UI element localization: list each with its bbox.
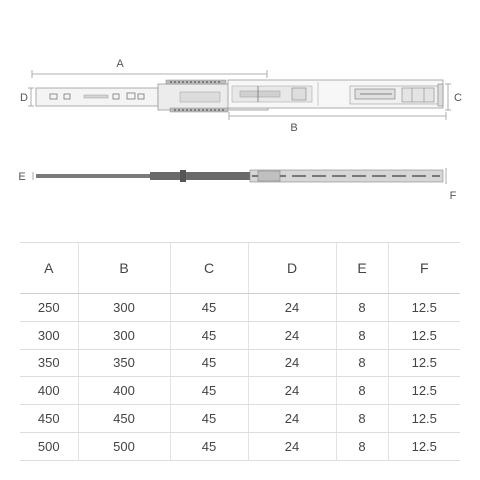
table-row	[20, 321, 460, 349]
table-cell: 8	[336, 349, 388, 377]
table-cell: 8	[336, 377, 388, 405]
table-cell: 12.5	[388, 321, 460, 349]
table-cell: 300	[78, 294, 170, 322]
table-row	[20, 377, 460, 405]
slide-top-view	[33, 168, 446, 184]
table-cell: 400	[78, 377, 170, 405]
table-row	[20, 349, 460, 377]
table-cell: 24	[248, 294, 336, 322]
header-b: B	[78, 243, 170, 294]
dimension-d	[20, 88, 34, 106]
table-row	[20, 405, 460, 433]
table-cell: 24	[248, 321, 336, 349]
table-cell: 8	[336, 321, 388, 349]
table-cell: 8	[336, 432, 388, 460]
header-e: E	[336, 243, 388, 294]
table-cell: 12.5	[388, 405, 460, 433]
slide-side-view	[36, 80, 443, 112]
table-cell: 300	[78, 321, 170, 349]
table-cell: 250	[20, 294, 78, 322]
table-cell: 8	[336, 405, 388, 433]
table-cell: 450	[78, 405, 170, 433]
spec-table	[20, 242, 460, 461]
table-cell: 400	[20, 377, 78, 405]
dimension-a	[32, 58, 267, 78]
table-cell: 8	[336, 294, 388, 322]
label-c: C	[454, 92, 462, 104]
table-cell: 45	[170, 432, 248, 460]
table-cell: 24	[248, 432, 336, 460]
table-row	[20, 432, 460, 460]
label-f: F	[449, 190, 457, 202]
table-cell: 450	[20, 405, 78, 433]
table-cell: 12.5	[388, 349, 460, 377]
table-header-row	[20, 243, 460, 294]
table-cell: 300	[20, 321, 78, 349]
table-row	[20, 294, 460, 322]
header-f: F	[388, 243, 460, 294]
header-a: A	[20, 243, 78, 294]
table-cell: 12.5	[388, 377, 460, 405]
table-cell: 45	[170, 321, 248, 349]
dimension-c	[445, 84, 462, 110]
table-cell: 12.5	[388, 294, 460, 322]
table-cell: 24	[248, 349, 336, 377]
table-cell: 500	[78, 432, 170, 460]
label-b: B	[290, 122, 298, 134]
label-d: D	[20, 92, 28, 104]
header-c: C	[170, 243, 248, 294]
table-cell: 45	[170, 349, 248, 377]
table-cell: 12.5	[388, 432, 460, 460]
table-cell: 45	[170, 377, 248, 405]
table-cell: 24	[248, 405, 336, 433]
table-cell: 24	[248, 377, 336, 405]
label-a: A	[116, 58, 124, 70]
label-e: E	[18, 171, 26, 183]
table-cell: 350	[78, 349, 170, 377]
table-cell: 350	[20, 349, 78, 377]
table-cell: 45	[170, 405, 248, 433]
dimension-b	[229, 112, 446, 134]
header-d: D	[248, 243, 336, 294]
table-cell: 500	[20, 432, 78, 460]
table-cell: 45	[170, 294, 248, 322]
